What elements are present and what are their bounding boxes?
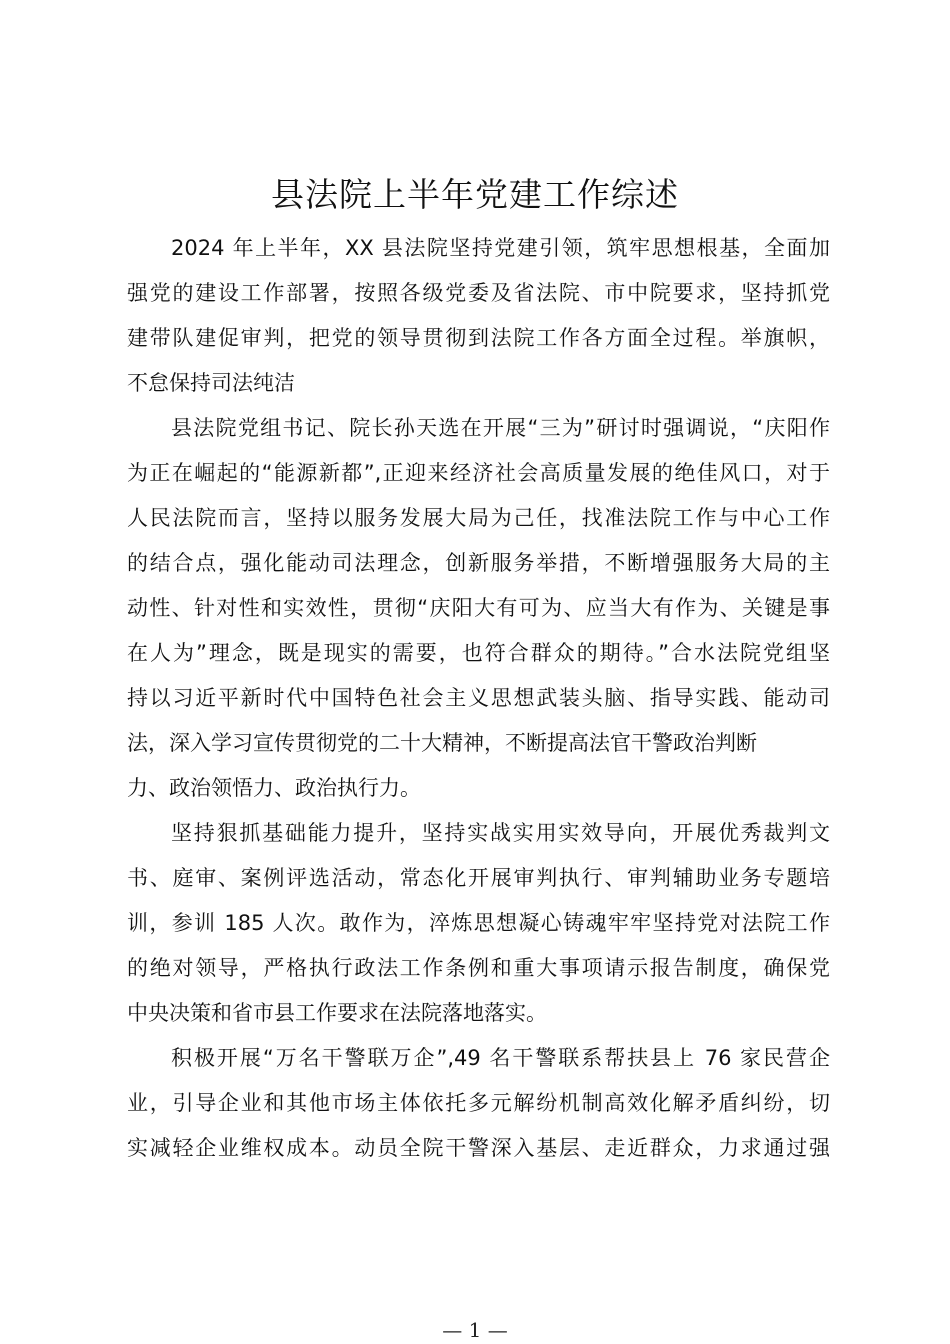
paragraph-line: 建带队建促审判，把党的领导贯彻到法院工作各方面全过程。举旗帜， xyxy=(127,326,830,350)
paragraph-line: 的绝对领导，严格执行政法工作条例和重大事项请示报告制度，确保党 xyxy=(127,956,830,980)
paragraph-line: 强党的建设工作部署，按照各级党委及省法院、市中院要求，坚持抓党 xyxy=(127,281,830,305)
paragraph-4 xyxy=(127,1038,830,1173)
paragraph-line: 不怠保持司法纯洁 xyxy=(127,371,295,395)
paragraph-line: 法，深入学习宣传贯彻党的二十大精神，不断提高法官干警政治判断 xyxy=(127,731,757,755)
paragraph-line: 人民法院而言，坚持以服务发展大局为己任，找准法院工作与中心工作 xyxy=(127,506,830,530)
paragraph-3 xyxy=(127,813,830,1038)
paragraph-line: 力、政治领悟力、政治执行力。 xyxy=(127,776,421,800)
paragraph-2 xyxy=(127,408,830,813)
paragraph-line: 业，引导企业和其他市场主体依托多元解纷机制高效化解矛盾纠纷，切 xyxy=(127,1091,830,1115)
paragraph-line: 的结合点，强化能动司法理念，创新服务举措，不断增强服务大局的主 xyxy=(127,551,830,575)
paragraph-line: 动性、针对性和实效性，贯彻“庆阳大有可为、应当大有作为、关键是事 xyxy=(127,596,830,620)
paragraph-line: 在人为”理念，既是现实的需要，也符合群众的期待。”合水法院党组坚 xyxy=(127,641,830,665)
paragraph-line: 坚持狠抓基础能力提升，坚持实战实用实效导向，开展优秀裁判文 xyxy=(171,821,830,845)
paragraph-1 xyxy=(127,228,830,408)
paragraph-line: 实减轻企业维权成本。动员全院干警深入基层、走近群众，力求通过强 xyxy=(127,1136,830,1160)
paragraph-line: 训，参训 185 人次。敢作为，淬炼思想凝心铸魂牢牢坚持党对法院工作 xyxy=(127,911,830,935)
paragraph-line: 持以习近平新时代中国特色社会主义思想武装头脑、指导实践、能动司 xyxy=(127,686,830,710)
paragraph-line: 中央决策和省市县工作要求在法院落地落实。 xyxy=(127,1001,547,1025)
paragraph-line: 2024 年上半年，XX 县法院坚持党建引领，筑牢思想根基，全面加 xyxy=(171,236,830,260)
paragraph-line: 为正在崛起的“能源新都”,正迎来经济社会高质量发展的绝佳风口，对于 xyxy=(127,461,830,485)
paragraph-line: 县法院党组书记、院长孙天选在开展“三为”研讨时强调说，“庆阳作 xyxy=(171,416,830,440)
document-title: 县法院上半年党建工作综述 xyxy=(271,175,679,214)
page-number: — 1 — xyxy=(442,1318,508,1342)
paragraph-line: 积极开展“万名干警联万企”,49 名干警联系帮扶县上 76 家民营企 xyxy=(171,1046,830,1070)
document-body xyxy=(127,228,830,1173)
paragraph-line: 书、庭审、案例评选活动，常态化开展审判执行、审判辅助业务专题培 xyxy=(127,866,830,890)
